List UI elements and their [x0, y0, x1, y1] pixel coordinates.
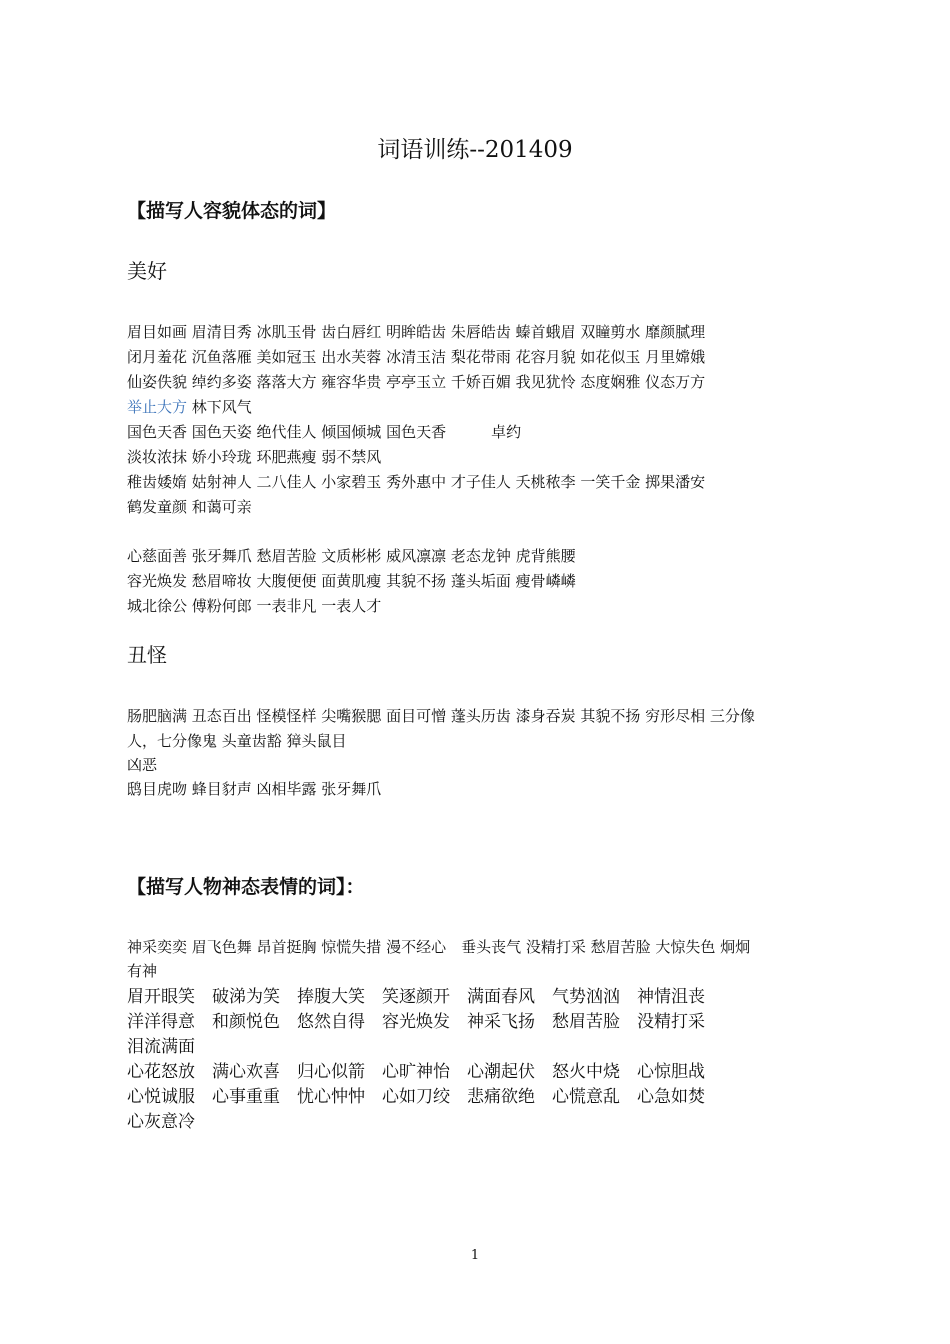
text-line: 淡妆浓抹 娇小玲珑 环肥燕瘦 弱不禁风 — [127, 448, 382, 466]
blue-phrase: 举止大方 — [127, 398, 188, 416]
subheading-good: 美好 — [127, 259, 167, 283]
text-line: 洋洋得意 和颜悦色 悠然自得 容光焕发 神采飞扬 愁眉苦脸 没精打采 — [127, 1012, 705, 1032]
text-line: 鸱目虎吻 蜂目豺声 凶相毕露 张牙舞爪 — [127, 780, 382, 798]
text-line: 心悦诚服 心事重重 忧心忡忡 心如刀绞 悲痛欲绝 心慌意乱 心急如焚 — [127, 1087, 705, 1107]
text-line: 心花怒放 满心欢喜 归心似箭 心旷神怡 心潮起伏 怒火中烧 心惊胆战 — [127, 1062, 705, 1082]
text-line: 鹤发童颜 和蔼可亲 — [127, 498, 252, 516]
text-line: 神采奕奕 眉飞色舞 昂首挺胸 惊慌失措 漫不经心 垂头丧气 没精打采 愁眉苦脸 大惊失色 炯炯 — [127, 938, 751, 956]
text-segment: 林下风气 — [187, 398, 252, 416]
page-title: 词语训练--201409 — [377, 137, 573, 163]
text-line: 眉开眼笑 破涕为笑 捧腹大笑 笑逐颜开 满面春风 气势汹汹 神情沮丧 — [127, 987, 705, 1007]
text-line: 仙姿佚貌 绰约多姿 落落大方 雍容华贵 亭亭玉立 千娇百媚 我见犹怜 态度娴雅 仪态万方 — [127, 373, 706, 391]
text-line: 泪流满面 — [127, 1037, 195, 1057]
text-line: 心慈面善 张牙舞爪 愁眉苦脸 文质彬彬 威风凛凛 老态龙钟 虎背熊腰 — [127, 547, 576, 565]
text-line: 心灰意冷 — [127, 1112, 195, 1132]
text-line: 眉目如画 眉清目秀 冰肌玉骨 齿白唇红 明眸皓齿 朱唇皓齿 螓首蛾眉 双瞳剪水 靡颜腻理 — [127, 323, 706, 341]
section-heading-expression: 【描写人物神态表情的词】： — [127, 876, 365, 898]
text-line: 容光焕发 愁眉啼妆 大腹便便 面黄肌瘦 其貌不扬 蓬头垢面 瘦骨嶙嶙 — [127, 572, 576, 590]
text-line: 国色天香 国色天姿 绝代佳人 倾国倾城 国色天香 卓约 — [127, 423, 522, 441]
text-line — [127, 395, 252, 420]
text-line: 肠肥脑满 丑态百出 怪模怪样 尖嘴猴腮 面目可憎 蓬头历齿 漆身吞炭 其貌不扬 穷形尽相 三分像 — [127, 707, 755, 725]
text-line: 稚齿婑媠 姑射神人 二八佳人 小家碧玉 秀外惠中 才子佳人 夭桃秾李 一笑千金 掷果潘安 — [127, 473, 706, 491]
text-line: 人，七分像鬼 头童齿豁 獐头鼠目 — [127, 732, 347, 750]
section-heading-appearance: 【描写人容貌体态的词】 — [127, 200, 337, 222]
subheading-ugly: 丑怪 — [127, 643, 167, 667]
text-line: 凶恶 — [127, 756, 158, 774]
text-line: 城北徐公 傅粉何郎 一表非凡 一表人才 — [127, 597, 382, 615]
text-line: 闭月羞花 沉鱼落雁 美如冠玉 出水芙蓉 冰清玉洁 梨花带雨 花容月貌 如花似玉 月里嫦娥 — [127, 348, 706, 366]
text-line: 有神 — [127, 962, 158, 980]
page-number: 1 — [470, 1248, 480, 1263]
